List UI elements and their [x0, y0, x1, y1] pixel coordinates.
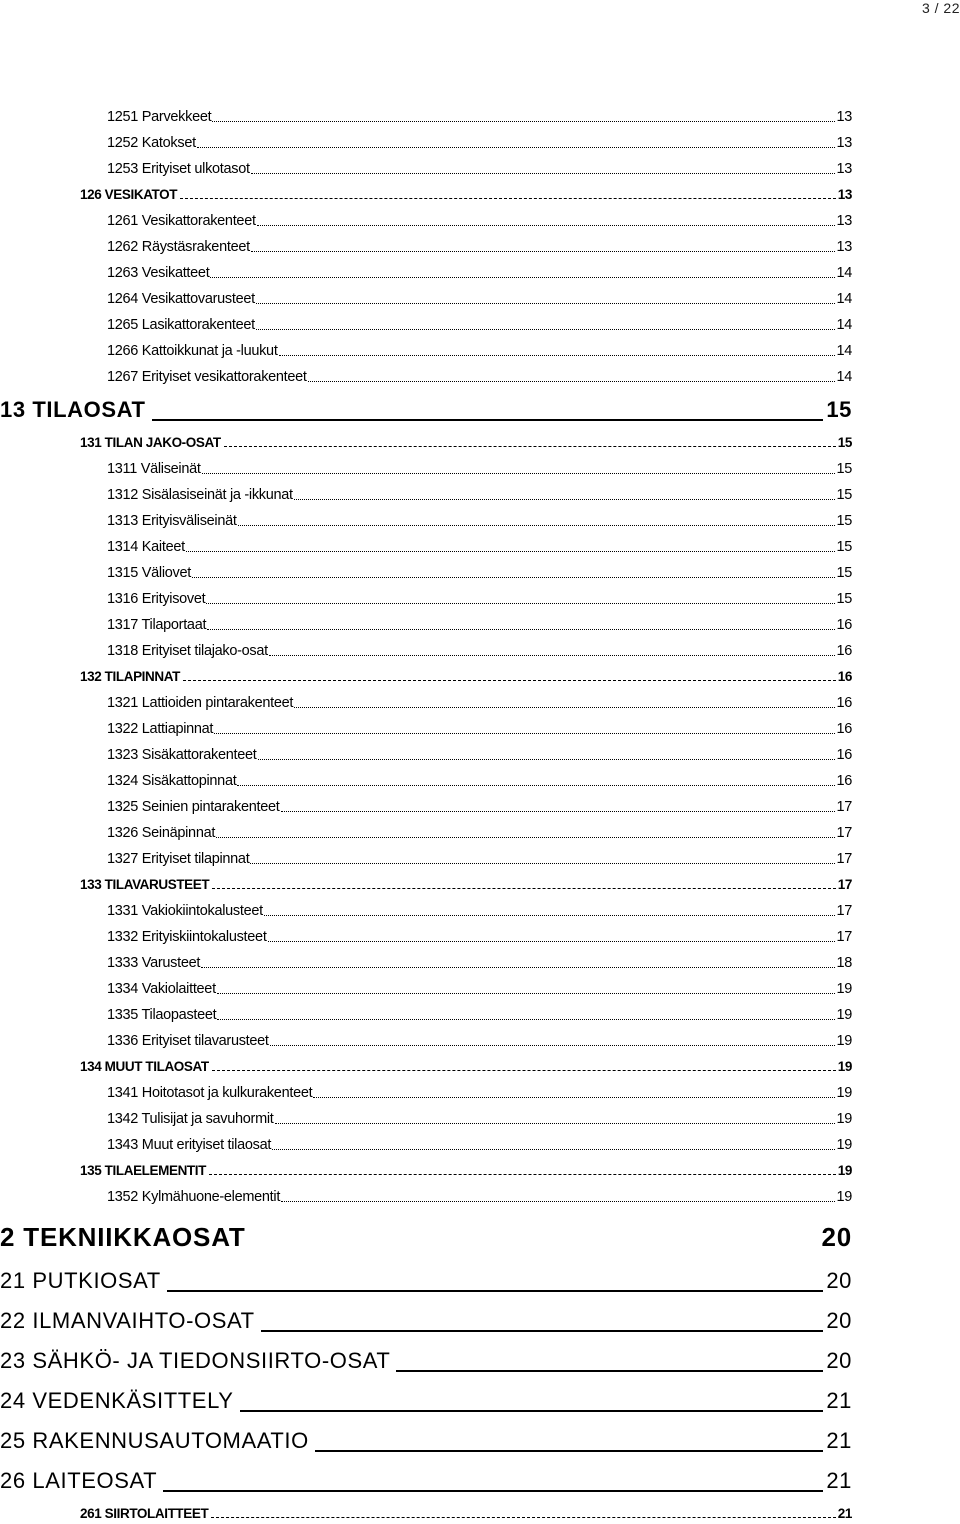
toc-leader [256, 302, 836, 304]
toc-entry [107, 512, 852, 530]
toc-entry-label: 1317 Tilaportaat [107, 617, 207, 633]
toc-entry [0, 1388, 852, 1414]
toc-entry-label: 1352 Kylmähuone-elementit [107, 1189, 281, 1205]
toc-entry-label: 132 TILAPINNAT [80, 669, 180, 684]
toc-entry [0, 1468, 852, 1494]
toc-entry-page: 16 [837, 669, 852, 684]
toc-leader [315, 1449, 823, 1452]
toc-entry-page: 14 [836, 265, 852, 281]
toc-entry [0, 397, 852, 423]
toc-entry-label: 1342 Tulisijat ja savuhormit [107, 1111, 274, 1127]
toc-entry [107, 642, 852, 660]
toc-leader [294, 706, 835, 708]
toc-entry [107, 850, 852, 868]
toc-entry-page: 17 [836, 903, 852, 919]
toc-entry [80, 434, 852, 452]
toc-entry-page: 19 [836, 1137, 852, 1153]
toc-entry-label: 1313 Erityisväliseinät [107, 513, 237, 529]
toc-entry [0, 1428, 852, 1454]
toc-entry-label: 1333 Varusteet [107, 955, 201, 971]
toc-entry-label: 1335 Tilaopasteet [107, 1007, 217, 1023]
toc-leader [217, 992, 836, 994]
toc-entry [80, 1505, 852, 1523]
toc-entry-label: 21 PUTKIOSAT [0, 1268, 161, 1293]
toc-leader [396, 1369, 823, 1372]
toc-entry [107, 902, 852, 920]
toc-entry [107, 108, 852, 126]
toc-entry [107, 928, 852, 946]
toc-entry [80, 668, 852, 686]
toc-entry-page: 19 [836, 1033, 852, 1049]
toc-entry [107, 342, 852, 360]
toc-entry-label: 1322 Lattiapinnat [107, 721, 214, 737]
toc-entry-page: 16 [836, 747, 852, 763]
toc-entry-label: 1267 Erityiset vesikattorakenteet [107, 369, 307, 385]
toc-leader [261, 1329, 824, 1332]
toc-leader [192, 576, 835, 578]
toc-entry [0, 1348, 852, 1374]
toc-entry-label: 1253 Erityiset ulkotasot [107, 161, 250, 177]
toc-entry-page: 20 [821, 1222, 852, 1252]
toc-entry-label: 25 RAKENNUSAUTOMAATIO [0, 1428, 309, 1453]
toc-entry [107, 746, 852, 764]
toc-entry [80, 1162, 852, 1180]
toc-leader [269, 654, 836, 656]
toc-leader [240, 1409, 824, 1412]
toc-entry-label: 1316 Erityisovet [107, 591, 206, 607]
toc-leader [186, 550, 836, 552]
toc-entry-page: 17 [836, 851, 852, 867]
toc-entry-label: 1332 Erityiskiintokalusteet [107, 929, 267, 945]
toc-entry [107, 290, 852, 308]
toc-entry-page: 19 [836, 1007, 852, 1023]
toc-entry-page: 15 [836, 513, 852, 529]
toc-leader [313, 1096, 835, 1098]
toc-leader [180, 197, 836, 199]
toc-entry-page: 14 [836, 369, 852, 385]
toc-entry-label: 1325 Seinien pintarakenteet [107, 799, 280, 815]
toc-entry-label: 134 MUUT TILAOSAT [80, 1059, 209, 1074]
toc-entry-page: 19 [836, 981, 852, 997]
toc-entry-label: 1261 Vesikattorakenteet [107, 213, 256, 229]
toc-leader [272, 1148, 835, 1150]
toc-entry-page: 17 [836, 799, 852, 815]
toc-leader [202, 472, 836, 474]
toc-leader [152, 418, 824, 421]
toc-entry-label: 1311 Väliseinät [107, 461, 201, 477]
toc-entry-label: 1315 Väliovet [107, 565, 191, 581]
toc-entry [107, 316, 852, 334]
toc-entry-page: 21 [826, 1428, 852, 1453]
toc-entry-page: 21 [837, 1506, 852, 1521]
toc-entry-label: 23 SÄHKÖ- JA TIEDONSIIRTO-OSAT [0, 1348, 391, 1373]
toc-leader [251, 172, 836, 174]
toc-entry [107, 616, 852, 634]
toc-entry-page: 19 [836, 1085, 852, 1101]
toc-entry-page: 15 [836, 461, 852, 477]
toc-leader [206, 602, 835, 604]
toc-entry-page: 13 [836, 109, 852, 125]
toc-leader [163, 1489, 823, 1492]
toc-entry-page: 20 [826, 1308, 852, 1333]
toc-leader [281, 810, 836, 812]
toc-entry [107, 460, 852, 478]
toc-entry-label: 1324 Sisäkattopinnat [107, 773, 237, 789]
toc-leader [237, 784, 835, 786]
toc-entry-label: 26 LAITEOSAT [0, 1468, 158, 1493]
toc-entry-page: 20 [826, 1348, 852, 1373]
toc-leader [268, 940, 836, 942]
toc-entry [0, 1222, 852, 1252]
toc-leader [183, 679, 836, 681]
toc-entry [107, 590, 852, 608]
toc-entry-page: 15 [836, 487, 852, 503]
toc-entry-page: 19 [836, 1189, 852, 1205]
toc-entry-label: 1262 Räystäsrakenteet [107, 239, 250, 255]
toc-entry [107, 1084, 852, 1102]
toc-entry [107, 694, 852, 712]
toc-leader [207, 628, 835, 630]
toc-leader [257, 224, 836, 226]
toc-entry-page: 15 [836, 539, 852, 555]
toc-entry-label: 126 VESIKATOT [80, 187, 178, 202]
toc-leader [214, 732, 835, 734]
toc-leader [211, 1516, 835, 1518]
toc-leader [270, 1044, 836, 1046]
toc-leader [258, 758, 836, 760]
toc-entry [107, 1006, 852, 1024]
toc-entry-page: 21 [826, 1388, 852, 1413]
toc-entry-label: 1266 Kattoikkunat ja -luukut [107, 343, 278, 359]
toc-entry [80, 876, 852, 894]
toc-entry-label: 131 TILAN JAKO-OSAT [80, 435, 221, 450]
toc-entry [0, 1268, 852, 1294]
toc-entry-label: 1336 Erityiset tilavarusteet [107, 1033, 269, 1049]
toc-entry [107, 824, 852, 842]
toc-leader [212, 120, 835, 122]
toc-entry-page: 14 [836, 317, 852, 333]
toc-entry [107, 264, 852, 282]
toc-leader [264, 914, 836, 916]
toc-entry [107, 238, 852, 256]
toc-entry [107, 368, 852, 386]
toc-leader [308, 380, 836, 382]
toc-entry-page: 15 [836, 591, 852, 607]
toc-leader [224, 445, 836, 447]
toc-entry [107, 798, 852, 816]
toc-entry-page: 21 [826, 1468, 852, 1493]
toc-entry-page: 19 [837, 1163, 852, 1178]
toc-leader [279, 354, 836, 356]
toc-entry-label: 1252 Katokset [107, 135, 196, 151]
toc-entry-page: 18 [836, 955, 852, 971]
toc-entry-label: 1318 Erityiset tilajako-osat [107, 643, 268, 659]
toc-entry [107, 1110, 852, 1128]
toc-leader [209, 1173, 836, 1175]
toc-leader [217, 1018, 835, 1020]
toc-entry-label: 1326 Seinäpinnat [107, 825, 216, 841]
toc-leader [212, 1069, 836, 1071]
toc-leader [197, 146, 836, 148]
toc-entry-page: 16 [836, 617, 852, 633]
toc-entry-label: 1264 Vesikattovarusteet [107, 291, 255, 307]
toc-leader [201, 966, 835, 968]
toc-entry-page: 13 [836, 239, 852, 255]
toc-entry-page: 13 [836, 161, 852, 177]
toc-entry-page: 16 [836, 773, 852, 789]
toc-entry [107, 564, 852, 582]
toc-leader [256, 328, 836, 330]
toc-leader [238, 524, 836, 526]
toc-leader [210, 276, 835, 278]
toc-entry-page: 15 [826, 397, 852, 422]
toc-entry-label: 1334 Vakiolaitteet [107, 981, 216, 997]
toc-entry [107, 160, 852, 178]
toc-entry [107, 1136, 852, 1154]
toc-entry [107, 954, 852, 972]
toc-entry-label: 2 TEKNIIKKAOSAT [0, 1222, 246, 1252]
toc-entry-page: 14 [836, 291, 852, 307]
toc-leader [167, 1289, 823, 1292]
toc-entry-page: 17 [836, 929, 852, 945]
toc-entry-label: 135 TILAELEMENTIT [80, 1163, 206, 1178]
toc-entry [0, 1308, 852, 1334]
toc-entry-label: 1331 Vakiokiintokalusteet [107, 903, 263, 919]
toc-leader [216, 836, 835, 838]
toc-entry-label: 261 SIIRTOLAITTEET [80, 1506, 209, 1521]
toc-entry-page: 15 [837, 435, 852, 450]
toc-entry-label: 1341 Hoitotasot ja kulkurakenteet [107, 1085, 313, 1101]
toc-entry-label: 1251 Parvekkeet [107, 109, 212, 125]
toc-entry-page: 13 [836, 135, 852, 151]
toc-entry-page: 17 [837, 877, 852, 892]
toc-leader [281, 1200, 835, 1202]
page-number: 3 / 22 [921, 0, 960, 16]
toc-entry [107, 1032, 852, 1050]
toc-entry-page: 16 [836, 721, 852, 737]
toc-leader [294, 498, 836, 500]
toc-entry-page: 13 [837, 187, 852, 202]
toc-entry [107, 980, 852, 998]
toc-entry-page: 20 [826, 1268, 852, 1293]
toc-entry [107, 538, 852, 556]
toc-entry-page: 15 [836, 565, 852, 581]
toc-entry-label: 1343 Muut erityiset tilaosat [107, 1137, 272, 1153]
toc-entry-page: 19 [836, 1111, 852, 1127]
toc-entry-label: 1321 Lattioiden pintarakenteet [107, 695, 294, 711]
toc-entry-page: 16 [836, 695, 852, 711]
toc-entry [80, 1058, 852, 1076]
toc-entry-page: 13 [836, 213, 852, 229]
toc-leader [251, 250, 836, 252]
toc-entry-label: 22 ILMANVAIHTO-OSAT [0, 1308, 255, 1333]
toc-entry [107, 772, 852, 790]
toc-entry [107, 720, 852, 738]
toc-entry-label: 1314 Kaiteet [107, 539, 185, 555]
toc-entry [80, 186, 852, 204]
toc-entry [107, 486, 852, 504]
toc-entry-label: 1327 Erityiset tilapinnat [107, 851, 250, 867]
toc-entry-label: 13 TILAOSAT [0, 397, 146, 422]
toc-entry-label: 1323 Sisäkattorakenteet [107, 747, 257, 763]
toc-entry-label: 1265 Lasikattorakenteet [107, 317, 255, 333]
toc-leader [212, 887, 836, 889]
toc-entry [107, 212, 852, 230]
toc-entry-page: 14 [836, 343, 852, 359]
toc-leader [275, 1122, 836, 1124]
toc-leader [250, 862, 835, 864]
toc-entry-label: 1263 Vesikatteet [107, 265, 210, 281]
toc-entry [107, 1188, 852, 1206]
toc-entry-label: 24 VEDENKÄSITTELY [0, 1388, 234, 1413]
toc-entry-label: 133 TILAVARUSTEET [80, 877, 210, 892]
toc-entry-label: 1312 Sisälasiseinät ja -ikkunat [107, 487, 293, 503]
toc-entry-page: 17 [836, 825, 852, 841]
toc-entry [107, 134, 852, 152]
toc-entry-page: 19 [837, 1059, 852, 1074]
toc-entry-page: 16 [836, 643, 852, 659]
